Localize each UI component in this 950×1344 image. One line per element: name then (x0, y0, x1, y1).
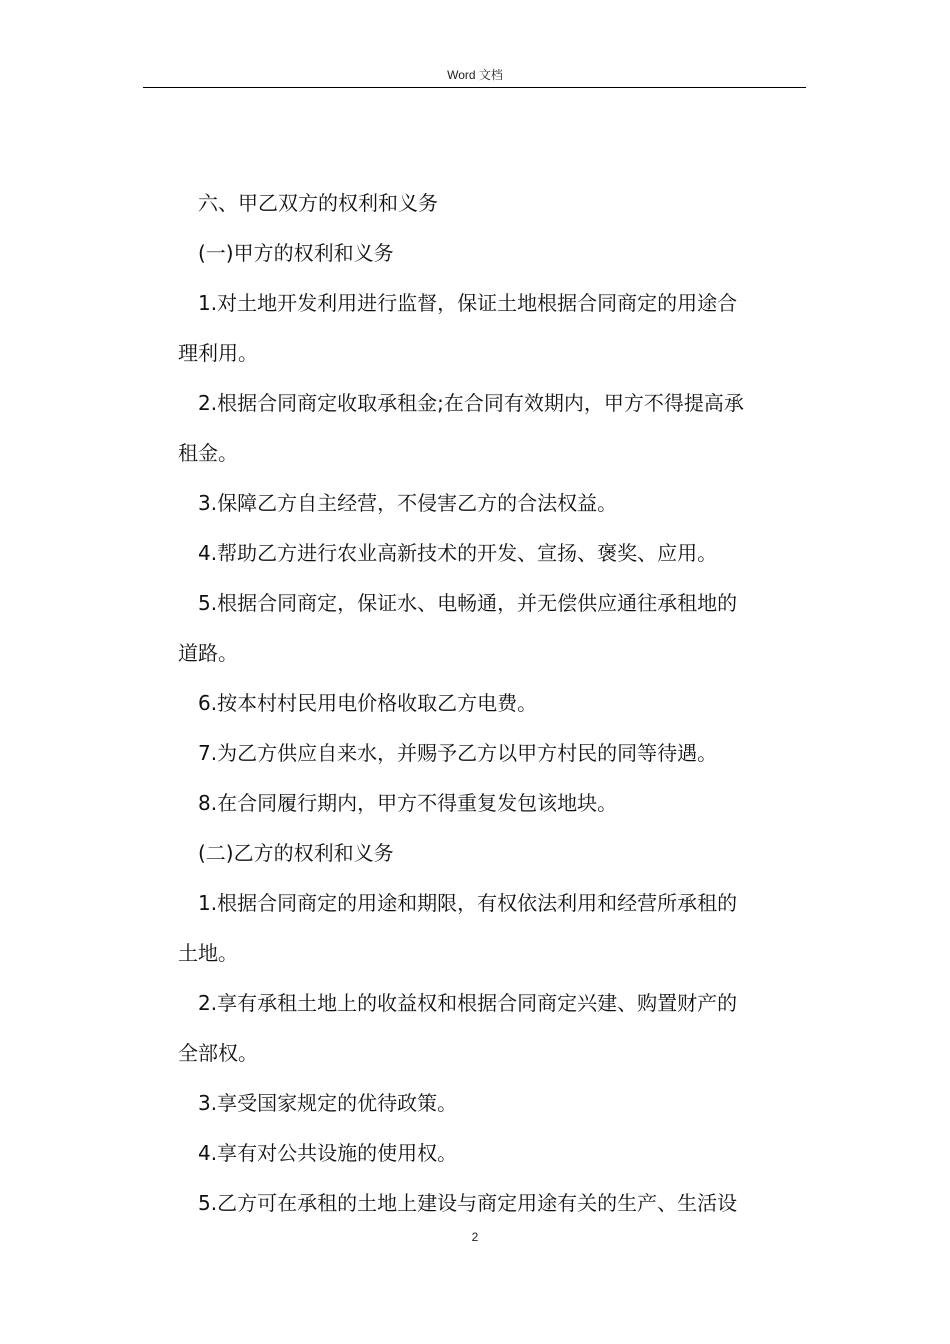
paragraph-line: 道路。 (178, 641, 238, 665)
page-number: 2 (471, 1230, 479, 1244)
paragraph-line: 理利用。 (178, 341, 258, 365)
subsection-heading: (二)乙方的权利和义务 (198, 841, 394, 865)
paragraph-line: 4.享有对公共设施的使用权。 (198, 1141, 458, 1165)
paragraph-line: 1.根据合同商定的用途和期限，有权依法利用和经营所承租的 (198, 891, 738, 915)
paragraph-line: 全部权。 (178, 1041, 258, 1065)
paragraph-line: 租金。 (178, 441, 238, 465)
paragraph-line: 6.按本村村民用电价格收取乙方电费。 (198, 691, 538, 715)
page-header: Word 文档 (447, 68, 503, 82)
paragraph-line: 2.根据合同商定收取承租金;在合同有效期内，甲方不得提高承 (198, 391, 744, 415)
paragraph-line: 5.乙方可在承租的土地上建设与商定用途有关的生产、生活设 (198, 1191, 738, 1215)
paragraph-line: 土地。 (178, 941, 238, 965)
paragraph-line: 5.根据合同商定，保证水、电畅通，并无偿供应通往承租地的 (198, 591, 738, 615)
paragraph-line: 8.在合同履行期内，甲方不得重复发包该地块。 (198, 791, 618, 815)
paragraph-line: 3.享受国家规定的优待政策。 (198, 1091, 458, 1115)
paragraph-line: 2.享有承租土地上的收益权和根据合同商定兴建、购置财产的 (198, 991, 738, 1015)
paragraph-line: 4.帮助乙方进行农业高新技术的开发、宣扬、褒奖、应用。 (198, 541, 718, 565)
paragraph-line: 1.对土地开发利用进行监督，保证土地根据合同商定的用途合 (198, 291, 738, 315)
subsection-heading: (一)甲方的权利和义务 (198, 241, 394, 265)
section-heading: 六、甲乙双方的权利和义务 (198, 191, 438, 215)
paragraph-line: 3.保障乙方自主经营，不侵害乙方的合法权益。 (198, 491, 618, 515)
document-body (178, 178, 802, 1228)
paragraph-line: 7.为乙方供应自来水，并赐予乙方以甲方村民的同等待遇。 (198, 741, 718, 765)
header-rule (143, 87, 806, 88)
